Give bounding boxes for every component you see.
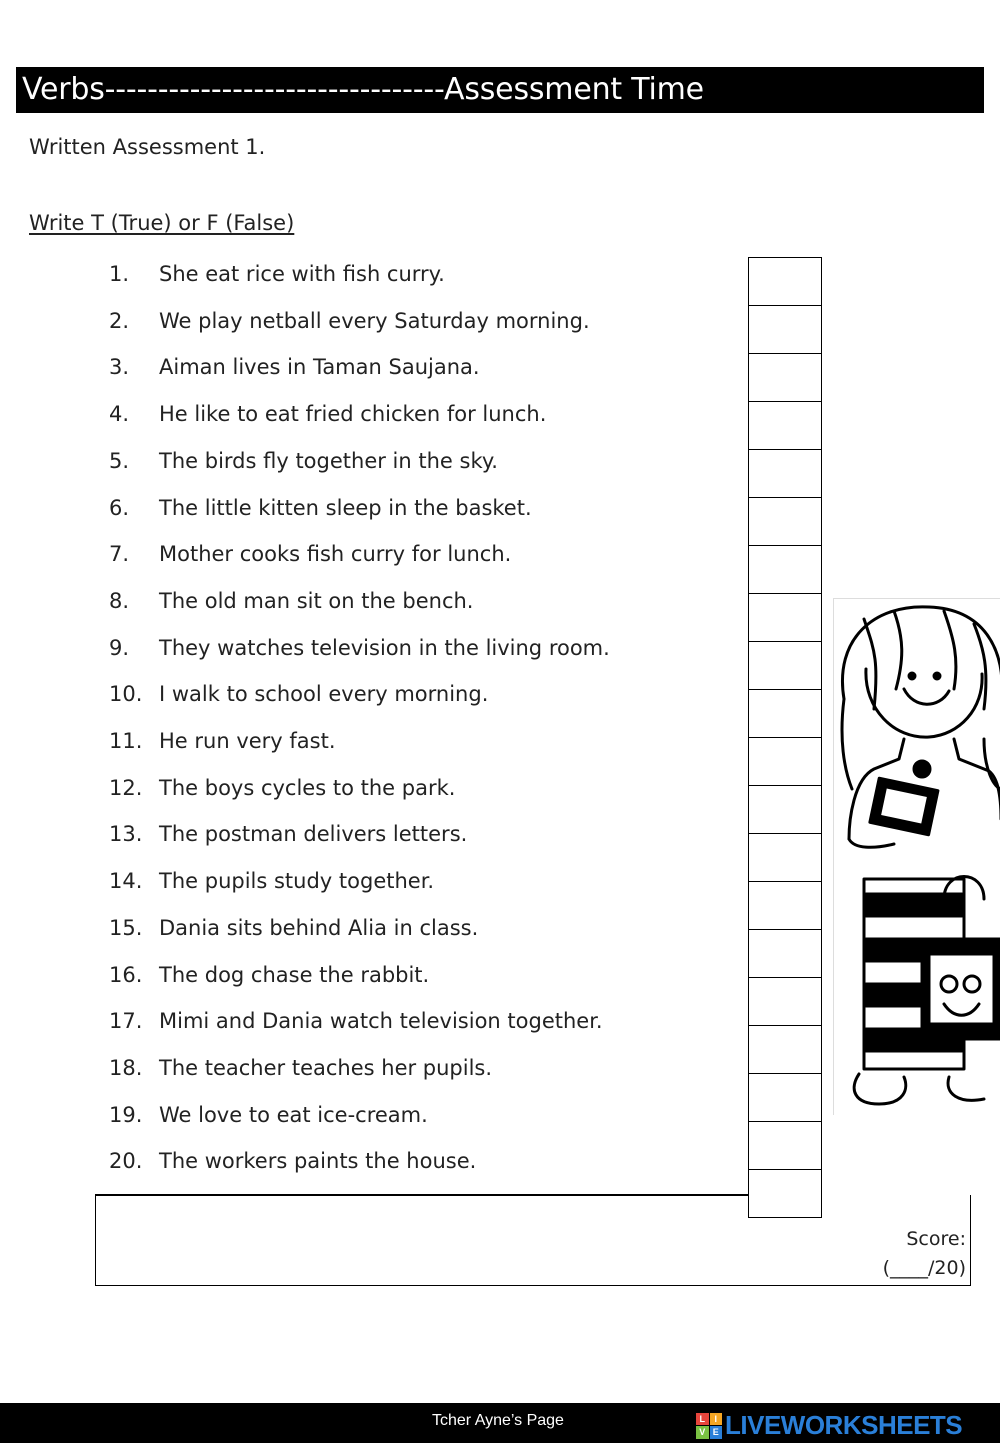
answer-input[interactable]	[753, 648, 817, 684]
answer-input[interactable]	[753, 552, 817, 588]
question-text: The pupils study together.	[159, 869, 435, 894]
answer-input[interactable]	[753, 936, 817, 972]
girl-illustration	[834, 599, 1000, 1115]
question-number: 19.	[109, 1102, 143, 1127]
score-box	[95, 1195, 971, 1286]
question-number: 1.	[109, 262, 130, 286]
question-text: He run very fast.	[159, 729, 336, 753]
score-value: (____/20)	[882, 1257, 966, 1279]
question-number: 5.	[109, 448, 130, 473]
logo-letter: L	[696, 1413, 709, 1426]
question-number: 15.	[109, 915, 143, 940]
question-number: 9.	[109, 635, 130, 660]
question-text: She eat rice with fish curry.	[159, 262, 445, 286]
question-number: 20.	[109, 1149, 143, 1174]
question-text: He like to eat fried chicken for lunch.	[159, 402, 547, 427]
question-number: 12.	[109, 775, 143, 800]
liveworksheets-icon	[696, 1413, 722, 1439]
question-text: The boys cycles to the park.	[159, 775, 456, 800]
question-number: 3.	[109, 355, 130, 380]
question-text: The old man sit on the bench.	[159, 588, 474, 613]
question-text: Aiman lives in Taman Saujana.	[159, 355, 480, 380]
answer-input[interactable]	[753, 1080, 817, 1116]
question-text: The dog chase the rabbit.	[159, 962, 430, 987]
question-text: Mother cooks fish curry for lunch.	[159, 542, 512, 567]
question-number: 4.	[109, 402, 130, 427]
answer-input[interactable]	[753, 840, 817, 876]
liveworksheets-wordmark: LIVEWORKSHEETS	[725, 1410, 963, 1440]
page-title: Verbs--------------------------------Assessment Time	[16, 67, 984, 113]
answer-box	[749, 690, 821, 738]
answer-input[interactable]	[753, 1032, 817, 1068]
answer-input[interactable]	[753, 744, 817, 780]
answer-input[interactable]	[753, 264, 817, 300]
answer-input[interactable]	[753, 360, 817, 396]
answer-box	[749, 1026, 821, 1074]
logo-letter: V	[696, 1426, 709, 1439]
question-number: 17.	[109, 1009, 143, 1034]
assessment-subtitle: Written Assessment 1.	[29, 135, 266, 159]
answer-input[interactable]	[753, 504, 817, 540]
question-text: They watches television in the living room.	[159, 635, 610, 660]
question-text: I walk to school every morning.	[159, 682, 489, 707]
answer-column	[748, 257, 822, 1218]
girl-with-books-icon	[833, 598, 1000, 1115]
answer-input[interactable]	[753, 600, 817, 636]
answer-box	[749, 786, 821, 834]
question-text: We love to eat ice-cream.	[159, 1102, 428, 1127]
question-number: 8.	[109, 588, 130, 613]
answer-input[interactable]	[753, 792, 817, 828]
question-text: Dania sits behind Alia in class.	[159, 915, 479, 940]
liveworksheets-logo[interactable]	[696, 1410, 962, 1441]
answer-box	[749, 354, 821, 402]
answer-input[interactable]	[753, 1128, 817, 1164]
answer-input[interactable]	[753, 456, 817, 492]
answer-box	[749, 1074, 821, 1122]
question-number: 2.	[109, 308, 130, 333]
answer-box	[749, 306, 821, 354]
question-number: 14.	[109, 869, 143, 894]
answer-box	[749, 498, 821, 546]
answer-box	[749, 930, 821, 978]
answer-box	[749, 258, 821, 306]
question-text: We play netball every Saturday morning.	[159, 308, 590, 333]
instruction-text: Write T (True) or F (False)	[29, 211, 295, 235]
answer-box	[749, 978, 821, 1026]
question-number: 13.	[109, 822, 143, 847]
answer-box	[749, 402, 821, 450]
footer-bar	[0, 1403, 1000, 1443]
answer-box	[749, 882, 821, 930]
question-number: 16.	[109, 962, 143, 987]
logo-letter: E	[710, 1426, 723, 1439]
question-text: The workers paints the house.	[159, 1149, 477, 1174]
question-text: The little kitten sleep in the basket.	[159, 495, 532, 520]
question-text: The postman delivers letters.	[159, 822, 468, 847]
question-number: 6.	[109, 495, 130, 520]
answer-input[interactable]	[753, 888, 817, 924]
question-text: The teacher teaches her pupils.	[159, 1055, 493, 1080]
answer-input[interactable]	[753, 984, 817, 1020]
answer-box	[749, 738, 821, 786]
footer-credit: Tcher Ayne’s Page	[432, 1412, 564, 1429]
answer-box	[749, 1122, 821, 1170]
answer-input[interactable]	[753, 312, 817, 348]
logo-letter: I	[710, 1413, 723, 1426]
answer-box	[749, 546, 821, 594]
question-number: 10.	[109, 682, 143, 707]
answer-box	[749, 834, 821, 882]
question-number: 7.	[109, 542, 130, 567]
answer-input[interactable]	[753, 408, 817, 444]
question-number: 18.	[109, 1055, 143, 1080]
answer-box	[749, 450, 821, 498]
answer-box	[749, 594, 821, 642]
score-label: Score:	[906, 1228, 966, 1250]
answer-input[interactable]	[753, 696, 817, 732]
question-number: 11.	[109, 729, 143, 753]
answer-box	[749, 642, 821, 690]
question-text: Mimi and Dania watch television together.	[159, 1009, 603, 1034]
question-text: The birds fly together in the sky.	[159, 448, 498, 473]
